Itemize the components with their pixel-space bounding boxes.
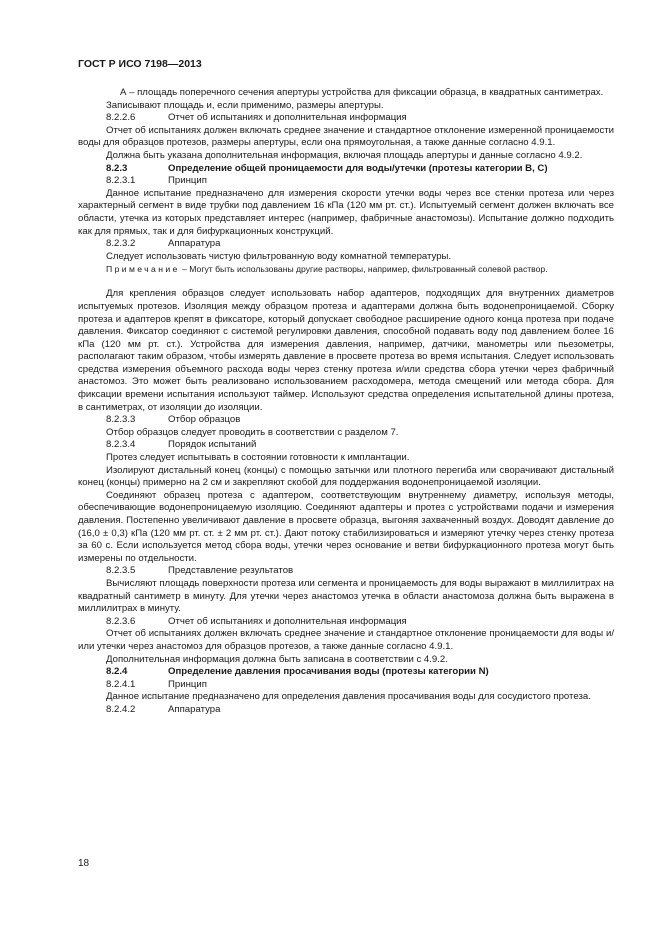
- paragraph: Данное испытание предназначено для измерения скорости утечки воды через все стенки протеза или через характерный сегмент в виде трубки под давлением 16 кПа (120 мм рт. ст.). Испытуемый сегмент должен включать все области, утечка из которых представляет интерес (например, фабричные анастомозы). Испытание должно подходить как для прямых, так и для бифуркационных конструкций.: [78, 187, 614, 237]
- section-heading: [78, 666, 614, 679]
- paragraph: Изолируют дистальный конец (концы) с помощью затычки или плотного перегиба или сворачивают дистальный конец (концы) примерно на 2 см и закрепляют скобой для поддержания водонепроницаемой изоляции.: [78, 464, 614, 489]
- section-number: 8.2.3.6: [106, 615, 136, 627]
- paragraph: Отбор образцов следует проводить в соответствии с разделом 7.: [106, 426, 399, 438]
- section-title: Аппаратура: [168, 703, 221, 715]
- section-heading: [78, 704, 614, 717]
- section-number: 8.2.2.6: [106, 112, 136, 124]
- note-text: – Могут быть использованы другие растворы, например, фильтрованный солевой раствор.: [179, 264, 548, 275]
- paragraph: Дополнительная информация должна быть записана в соответствии с 4.9.2.: [106, 653, 448, 665]
- section-heading: [78, 565, 614, 578]
- section-heading: [78, 163, 614, 176]
- section-title: Принцип: [168, 678, 207, 690]
- paragraph: Отчет об испытаниях должен включать среднее значение и стандартное отклонение проницаемости для воды и/или утечки через анастомоз для образцов протезов, а также данные согласно 4.9.1.: [78, 628, 614, 652]
- document-body: [78, 87, 614, 717]
- section-heading: [78, 112, 614, 125]
- section-title: Отчет об испытаниях и дополнительная информация: [168, 112, 407, 124]
- section-number: 8.2.3: [106, 162, 128, 174]
- section-title: Отбор образцов: [168, 414, 241, 426]
- paragraph: Должна быть указана дополнительная информация, включая площадь апертуры и данные согласно 4.9.2.: [106, 149, 583, 161]
- paragraph: Данное испытание предназначено для определения давления просачивания воды для сосудистого протеза.: [106, 691, 591, 703]
- section-heading: [78, 238, 614, 251]
- spacer: [78, 275, 614, 288]
- document-header: ГОСТ Р ИСО 7198—2013: [78, 58, 202, 70]
- section-number: 8.2.4.1: [106, 678, 136, 690]
- section-heading: [78, 439, 614, 452]
- document-page: [78, 58, 614, 717]
- section-heading: [78, 175, 614, 188]
- paragraph: Для крепления образцов следует использовать набор адаптеров, подходящих для внутренних диаметров испытуемых протезов. Изоляция между образцом протеза и адаптерами должна быть водонепроницаемой. Сборку протеза и адаптеров крепят в фиксаторе, который допускает свободное расширение одного конца протеза при подаче давления. Фиксатор соединяют с системой регулировки давления, способной подавать воду под давлением более 16 кПа (120 мм рт. ст.). Устройства для измерения давления, например, датчики, манометры или пьезометры, располагают таким образом, чтобы измерять давление в просвете протеза во время испытания. Следует использовать средства измерения объемного расхода воды через стенку протеза и/или средства сбора утечки через фабричный анастомоз. Это может быть реализовано использованием расходомера, метода смещений или метода сбора. Для фиксации времени испытания используют таймер. Используют средства определения испытательной длины протеза, в сантиметрах, от изоляции до изоляции.: [78, 288, 614, 413]
- section-heading: [78, 616, 614, 629]
- paragraph: А – площадь поперечного сечения апертуры устройства для фиксации образца, в квадратных сантиметрах.: [120, 87, 604, 98]
- section-number: 8.2.3.5: [106, 565, 136, 577]
- section-title: Аппаратура: [168, 238, 221, 250]
- section-number: 8.2.3.4: [106, 439, 136, 451]
- paragraph: Вычисляют площадь поверхности протеза или сегмента и проницаемость для воды выражают в миллилитрах на квадратный сантиметр в минуту. Для утечки через анастомоз утечка в области анастомоза должна быть выражена в миллилитрах в минуту.: [78, 577, 614, 615]
- section-heading: [78, 414, 614, 427]
- section-heading: [78, 679, 614, 692]
- section-title: Отчет об испытаниях и дополнительная информация: [168, 615, 407, 627]
- paragraph: Записывают площадь и, если применимо, размеры апертуры.: [106, 99, 384, 111]
- section-title: Определение давления просачивания воды (протезы категории N): [168, 666, 489, 678]
- paragraph: Протез следует испытывать в состоянии готовности к имплантации.: [106, 452, 410, 464]
- section-title: Принцип: [168, 175, 207, 187]
- paragraph: Отчет об испытаниях должен включать среднее значение и стандартное отклонение измеренной проницаемости воды для образцов протезов, размеры апертуры, если она прямоугольная, а также данные согласно 4.9.1.: [78, 124, 614, 149]
- section-number: 8.2.4.2: [106, 703, 136, 715]
- page-number: 18: [78, 858, 90, 869]
- section-number: 8.2.3.2: [106, 238, 136, 250]
- section-title: Представление результатов: [168, 565, 294, 577]
- note-label: Примечание: [106, 264, 180, 275]
- section-title: Определение общей проницаемости для воды/утечки (протезы категории В, С): [168, 162, 548, 174]
- section-number: 8.2.3.1: [106, 175, 136, 187]
- paragraph: Соединяют образец протеза с адаптером, соответствующим внутреннему диаметру, используя методы, обеспечивающие водонепроницаемую изоляцию. Соединяют адаптеры и протез с устройствами подачи и измерения давления. Постепенно увеличивают давление в просвете образца, выгоняя захваченный воздух. Доводят давление до (16,0 ± 0,3) кПа (120 мм рт. ст. ± 2 мм рт. ст.). Дают потоку стабилизироваться и измеряют утечку через стенку протеза за 60 с. Если используется метод сбора воды, утечки через основание и ветви бифуркационного протеза могут быть измерены по отдельности.: [78, 489, 614, 564]
- paragraph: Следует использовать чистую фильтрованную воду комнатной температуры.: [106, 250, 452, 262]
- section-title: Порядок испытаний: [168, 439, 257, 451]
- note: [78, 263, 614, 275]
- section-number: 8.2.4: [106, 666, 128, 678]
- section-number: 8.2.3.3: [106, 414, 136, 426]
